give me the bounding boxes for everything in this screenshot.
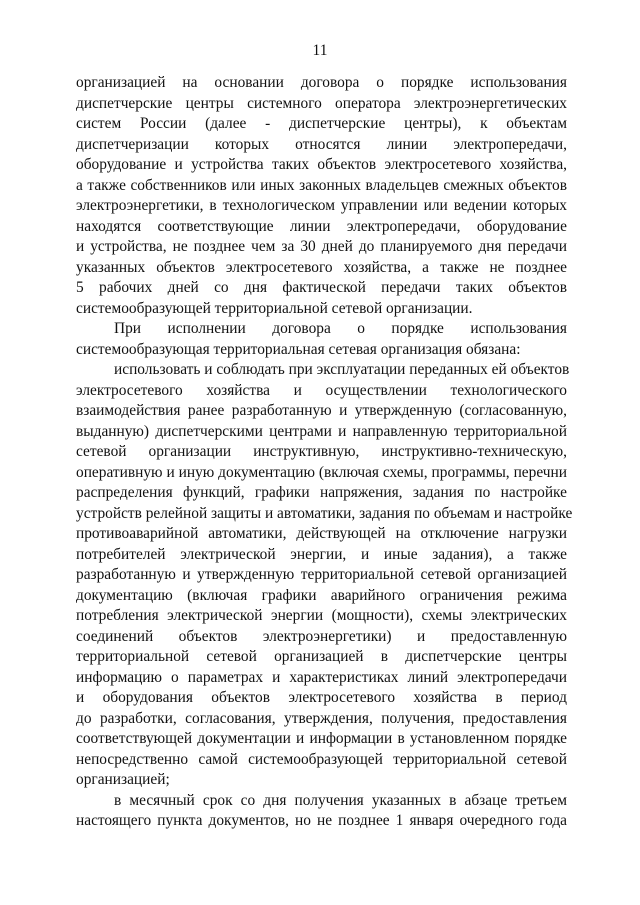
text-line: находятся соответствующие линии электропередачи, оборудование — [76, 217, 567, 235]
text-line: использовать и соблюдать при эксплуатации переданных ей объектов — [114, 361, 570, 378]
text-line: систем России (далее - диспетчерские центры), к объектам — [76, 115, 567, 132]
text-line: оперативную и иную документацию (включая схемы, программы, перечни — [76, 463, 567, 481]
text-line: диспетчерские центры системного оператора электроэнергетических — [76, 94, 567, 112]
text-line: 5 рабочих дней со дня фактической передачи таких объектов — [76, 279, 567, 296]
text-line: потребления электрической энергии (мощности), схемы электрических — [76, 607, 567, 624]
text-line: системообразующая территориальная сетевая организация обязана: — [76, 340, 521, 358]
text-line: взаимодействия ранее разработанную и утвержденную (согласованную, — [76, 402, 567, 419]
text-line: электроэнергетики, в технологическом управлении или ведении которых — [76, 197, 567, 214]
text-line: и оборудования объектов электросетевого хозяйства в период — [76, 689, 567, 706]
text-line: сетевой организации инструктивную, инструктивно-техническую, — [76, 443, 567, 460]
text-line: При исполнении договора о порядке использования — [114, 320, 567, 337]
text-line: настоящего пункта документов, но не позднее 1 января очередного года — [76, 812, 567, 829]
text-line: противоаварийной автоматики, действующей на отключение нагрузки — [76, 525, 567, 542]
text-line: потребителей электрической энергии, и иные задания), а также — [76, 545, 567, 563]
text-line: до разработки, согласования, утверждения, получения, предоставления — [76, 709, 567, 727]
text-line: информацию о параметрах и характеристиках линий электропередачи — [76, 668, 567, 686]
text-line: документацию (включая графики аварийного ограничения режима — [76, 586, 567, 604]
text-line: организацией на основании договора о порядке использования — [76, 74, 567, 91]
text-line: электросетевого хозяйства и осуществлении технологического — [76, 381, 567, 399]
text-line: указанных объектов электросетевого хозяйства, а также не позднее — [76, 258, 567, 276]
text-line: разработанную и утвержденную территориальной сетевой организацией — [76, 566, 567, 583]
text-line: выданную) диспетчерскими центрами и направленную территориальной — [76, 422, 567, 440]
text-line: территориальной сетевой организацией в диспетчерские центры — [76, 648, 567, 665]
page-number: 11 — [312, 42, 328, 59]
text-line: непосредственно самой системообразующей территориальной сетевой — [76, 750, 567, 768]
text-line: устройств релейной защиты и автоматики, задания по объемам и настройке — [76, 504, 573, 522]
text-line: в месячный срок со дня получения указанных в абзаце третьем — [114, 791, 567, 809]
text-line: организацией; — [76, 771, 170, 788]
text-line: диспетчеризации которых относятся линии электропередачи, — [76, 135, 567, 153]
text-line: соединений объектов электроэнергетики) и предоставленную — [76, 627, 567, 645]
text-line: а также собственников или иных законных владельцев смежных объектов — [76, 176, 567, 194]
text-line: и устройства, не позднее чем за 30 дней до планируемого дня передачи — [76, 238, 567, 255]
text-line: соответствующей документации и информации в установленном порядке — [76, 730, 567, 747]
text-line: оборудование и устройства таких объектов электросетевого хозяйства, — [76, 156, 567, 173]
document-body — [76, 73, 573, 832]
text-line: системообразующей территориальной сетевой организации. — [76, 299, 473, 317]
text-line: распределения функций, графики напряжения, задания по настройке — [76, 484, 567, 501]
